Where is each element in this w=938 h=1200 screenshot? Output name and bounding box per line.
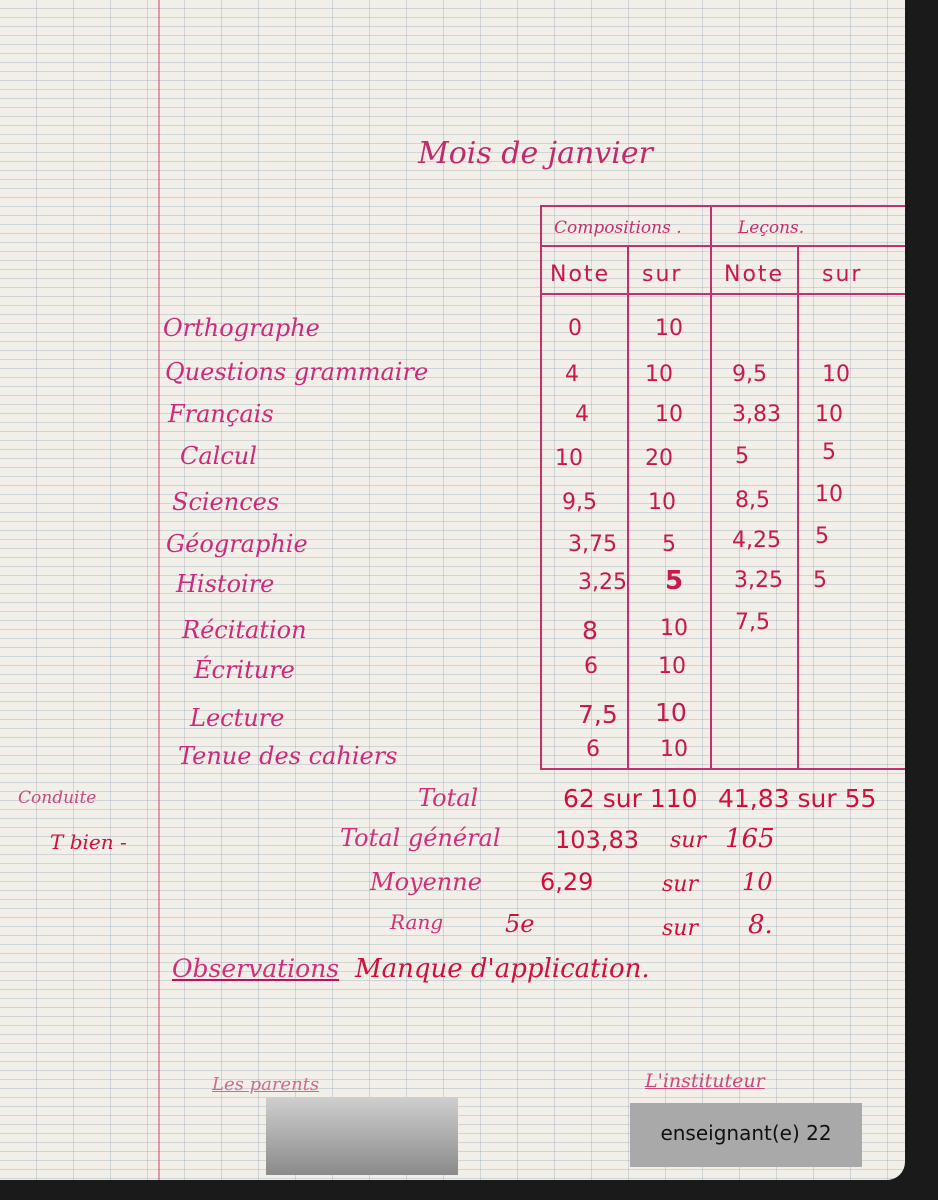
comp-sur: 10 (655, 698, 687, 727)
moyenne-max: 10 (742, 868, 773, 896)
subject-name: Sciences (172, 488, 280, 516)
comp-sur: 10 (648, 490, 676, 515)
rang-value: 5e (505, 910, 535, 938)
comp-note: 4 (565, 362, 579, 387)
comp-sur: 10 (658, 654, 686, 679)
observations-value: Manque d'application. (355, 954, 650, 984)
comp-sur: 10 (660, 737, 688, 762)
parents-label: Les parents (212, 1074, 320, 1095)
subject-name: Tenue des cahiers (178, 742, 398, 770)
comp-sur: 10 (660, 616, 688, 641)
page-title: Mois de janvier (418, 136, 653, 171)
total-general-value: 103,83 (555, 826, 639, 854)
lecon-note: 5 (735, 444, 749, 469)
comp-sur: 10 (645, 362, 673, 387)
table-col-divider (797, 245, 799, 770)
subject-name: Lecture (190, 704, 285, 732)
comp-note: 3,25 (578, 570, 627, 595)
lecon-sur: 5 (815, 524, 829, 549)
comp-note: 8 (582, 616, 598, 645)
comp-note: 3,75 (568, 532, 617, 557)
col-header-note: Note (724, 262, 785, 287)
lecon-sur: 5 (822, 440, 836, 465)
comp-note: 9,5 (562, 490, 597, 515)
observations-label: Observations (172, 954, 340, 983)
moyenne-sur: sur (662, 872, 698, 897)
lecon-sur: 10 (815, 402, 843, 427)
teacher-tag: enseignant(e) 22 (660, 1121, 832, 1145)
rang-label: Rang (390, 910, 444, 934)
lecon-sur: 10 (822, 362, 850, 387)
parent-signature-redaction (266, 1097, 458, 1175)
table-subheader-divider (540, 293, 905, 295)
conduite-value: T bien - (50, 830, 127, 854)
lecon-note: 8,5 (735, 488, 770, 513)
table-left-border (540, 205, 542, 770)
table-header-divider (540, 245, 905, 247)
rang-sur: sur (662, 916, 698, 941)
comp-sur: 20 (645, 446, 673, 471)
table-group-divider (710, 205, 712, 770)
subject-name: Questions grammaire (165, 358, 429, 386)
lecon-note: 7,5 (735, 610, 770, 635)
total-compositions: 62 sur 110 (563, 784, 698, 813)
comp-sur: 5 (662, 532, 676, 557)
moyenne-label: Moyenne (370, 868, 482, 896)
lecon-note: 3,25 (734, 568, 783, 593)
moyenne-value: 6,29 (540, 868, 594, 896)
conduite-label: Conduite (18, 788, 97, 808)
total-general-sur: sur (670, 828, 706, 853)
subject-name: Géographie (166, 530, 308, 558)
subject-name: Histoire (176, 570, 275, 598)
subject-name: Récitation (182, 616, 307, 644)
comp-note: 10 (555, 446, 583, 471)
subject-name: Orthographe (163, 314, 320, 342)
comp-note: 6 (584, 654, 598, 679)
col-header-sur: sur (822, 262, 863, 287)
table-col-divider (627, 245, 629, 770)
subject-name: Calcul (180, 442, 257, 470)
col-header-sur: sur (642, 262, 683, 287)
comp-note: 0 (568, 316, 582, 341)
group-header-compositions: Compositions . (554, 218, 682, 238)
total-label: Total (418, 784, 479, 812)
lecon-sur: 5 (813, 568, 827, 593)
col-header-note: Note (550, 262, 611, 287)
margin-line (158, 0, 160, 1180)
comp-note: 6 (586, 737, 600, 762)
lecon-sur: 10 (815, 482, 843, 507)
lecon-note: 9,5 (732, 362, 767, 387)
group-header-lecons: Leçons. (738, 218, 805, 238)
total-general-label: Total général (340, 824, 501, 852)
lecon-note: 4,25 (732, 528, 781, 553)
teacher-signature-box (630, 1103, 862, 1167)
comp-sur: 10 (655, 402, 683, 427)
total-lecons: 41,83 sur 55 (718, 784, 877, 813)
table-top-border (540, 205, 905, 207)
comp-note: 4 (575, 402, 589, 427)
comp-sur: 10 (655, 316, 683, 341)
lecon-note: 3,83 (732, 402, 781, 427)
comp-sur: 5 (665, 566, 684, 596)
total-general-max: 165 (725, 824, 775, 854)
comp-note: 7,5 (578, 700, 618, 729)
table-bottom-border (540, 768, 905, 770)
subject-name: Écriture (194, 656, 295, 684)
rang-max: 8. (748, 910, 773, 940)
subject-name: Français (168, 400, 274, 428)
instituteur-label: L'instituteur (645, 1070, 765, 1092)
